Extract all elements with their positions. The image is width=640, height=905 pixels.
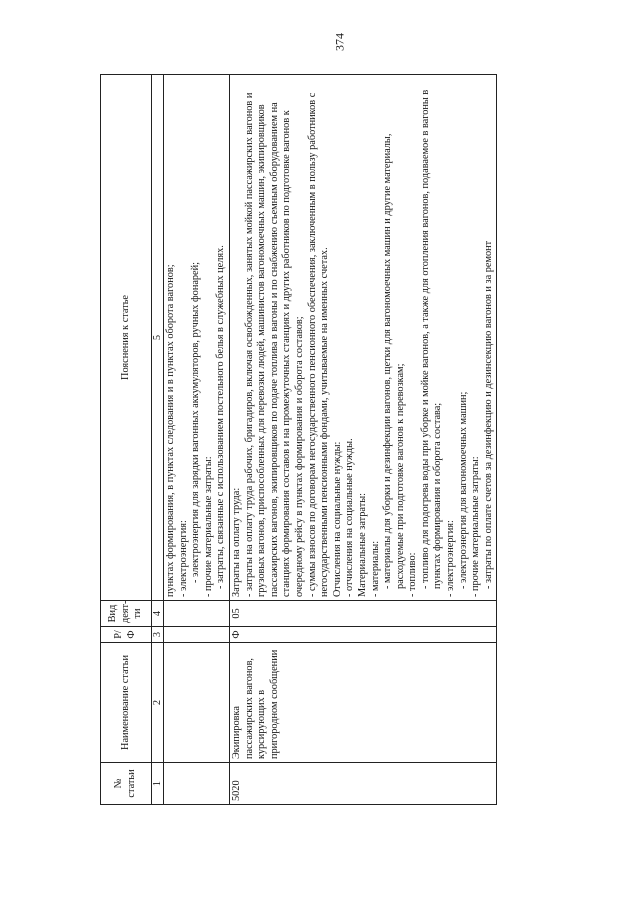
header-activity: Вид деят-ти [101,601,152,627]
continued-number-cell [164,763,230,805]
row-5020-explanation-lines [231,78,495,597]
row-5020-explanation-line: - электроэнергия: [445,520,457,597]
continued-explanation-cell [164,75,230,601]
row-5020-explanation-line: Материальные затраты: [356,493,368,597]
row-5020-explanation-line: - топливо для подогрева воды при уборке и мойке вагонов, а также для отопления вагонов, подаваемое в вагоны в пунктах формирования и оборота состава; [419,89,444,589]
column-number-1: 1 [152,763,164,805]
header-rf: Р/ Ф [101,627,152,643]
continued-explanation-line: - электроэнергия: [177,520,189,597]
table-row-continued [164,75,230,805]
row-5020-explanation [229,75,496,601]
column-number-5: 5 [152,75,164,601]
row-5020-rf: Ф [229,627,496,643]
row-5020-explanation-line: Затраты на оплату труда: [230,487,242,597]
column-number-3: 3 [152,627,164,643]
continued-explanation-line: - электроэнергия для зарядки вагонных аккумуляторов, ручных фонарей; [190,262,202,583]
rotated-table [100,75,575,805]
row-5020-explanation-line: - материалы для уборки и дезинфекции вагонов, щетки для вагономоечных машин и другие материалы, расходуемые при подготовке вагонов к перевозкам; [382,133,406,589]
row-5020-activity: 05 [229,601,496,627]
table-row-5020 [229,75,496,805]
cost-items-table [100,74,497,805]
page-number: 374 [332,33,347,51]
continued-explanation-line: - прочие материальные затраты: [202,456,214,597]
continued-activity-cell [164,601,230,627]
header-number: № статьи [101,763,152,805]
row-5020-explanation-line: - отчисления на социальные нужды. [344,438,356,597]
continued-explanation-lines [165,78,228,597]
continued-explanation-line: пунктах формирования, в пунктах следования и в пунктах оборота вагонов; [165,264,176,597]
row-5020-number: 5020 [229,763,496,805]
row-5020-explanation-line: - затраты на оплату труда рабочих, бригадиров, включая освобожденных, занятых мойкой пассажирских вагонов и грузовых вагонов, приспособленных для перевозки людей, машинистов вагономоечных машин, экипировщиков пассажирских вагонов, экипировщиков по подаче топлива в вагоны и по снабжению съемным оборудованием на станциях формирования составов и на промежуточных станциях и других работников по подготовке вагонов к очередному рейсу в пунктах формирования и оборота составов; [243,92,305,597]
header-name: Наименование статьи [101,643,152,763]
row-5020-name: Экипировка пассажирских вагонов, курсирующих в пригородном сообщении [229,643,496,763]
row-5020-explanation-line: - топливо: [407,552,419,597]
continued-explanation-line: - затраты, связанные с использованием постельного белья в служебных целях. [215,245,227,589]
column-number-2: 2 [152,643,164,763]
column-number-row [152,75,164,805]
continued-name-cell [164,643,230,763]
row-5020-explanation-line: - затраты по оплате счетов за дезинфекцию и дезинсекцию вагонов и за ремонт [482,240,494,589]
row-5020-explanation-line: - электроэнергия для вагономоечных машин; [457,391,469,589]
header-explanation: Пояснения к статье [101,75,152,601]
header-row [101,75,152,805]
row-5020-explanation-line: - суммы взносов по договорам негосударственного пенсионного обеспечения, заключенным в пользу работников с негосударственными пенсионными фондами, учитываемые на именных счетах. [306,92,331,597]
row-5020-explanation-line: - прочие материальные затраты: [470,456,482,597]
row-5020-explanation-line: Отчисления на социальные нужды: [331,441,343,597]
continued-rf-cell [164,627,230,643]
column-number-4: 4 [152,601,164,627]
row-5020-explanation-line: - материалы: [369,540,381,597]
